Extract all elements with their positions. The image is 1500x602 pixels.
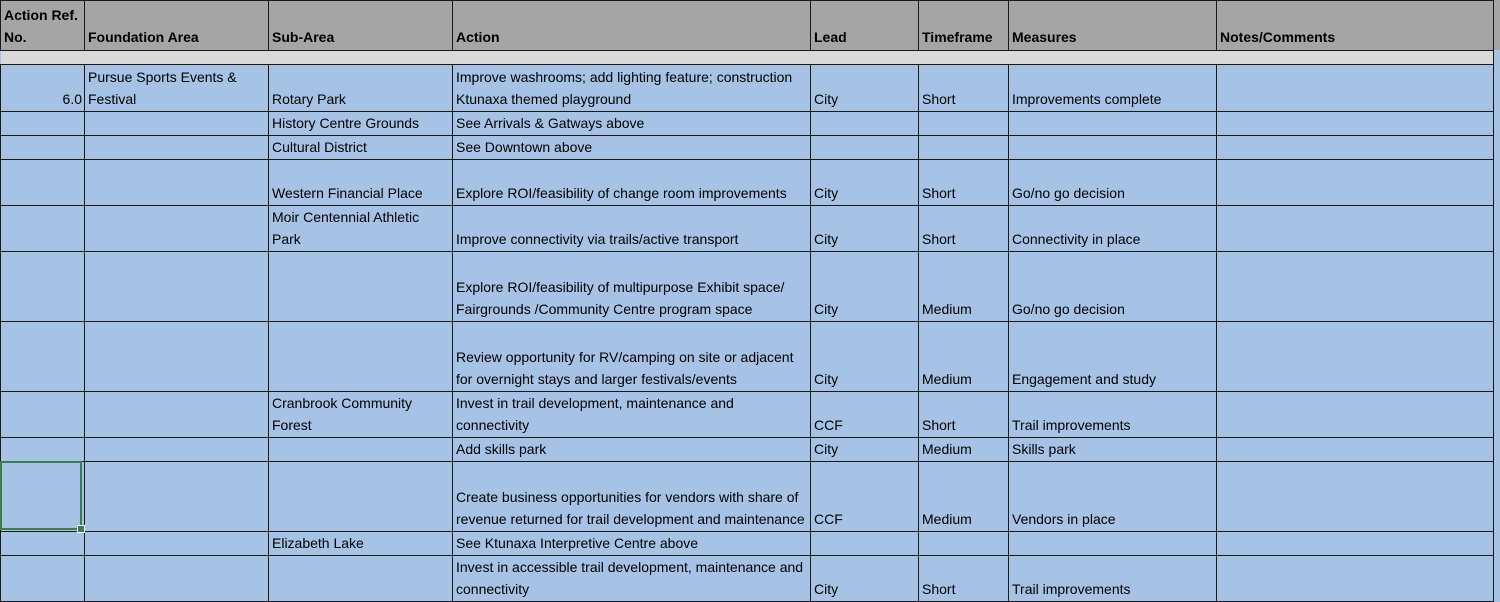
cell-subarea[interactable] (269, 438, 453, 462)
cell-measures[interactable] (1009, 532, 1217, 556)
header-action[interactable]: Action (453, 1, 811, 51)
table-row (1, 160, 1494, 206)
cell-timeframe[interactable]: Medium (919, 252, 1009, 322)
fill-handle[interactable] (77, 525, 85, 533)
cell-measures[interactable]: Improvements complete (1009, 65, 1217, 112)
cell-notes[interactable] (1217, 392, 1494, 438)
cell-measures[interactable]: Go/no go decision (1009, 252, 1217, 322)
cell-lead[interactable]: City (811, 556, 919, 602)
cell-ref[interactable] (1, 160, 85, 206)
cell-action[interactable]: See Arrivals & Gatways above (453, 112, 811, 136)
cell-action[interactable]: Review opportunity for RV/camping on site or adjacent for overnight stays and larger festivals/events (453, 322, 811, 392)
cell-measures[interactable]: Trail improvements (1009, 392, 1217, 438)
cell-notes[interactable] (1217, 65, 1494, 112)
cell-subarea[interactable]: Cranbrook Community Forest (269, 392, 453, 438)
cell-foundation[interactable] (85, 462, 269, 532)
cell-notes[interactable] (1217, 136, 1494, 160)
cell-ref[interactable] (1, 532, 85, 556)
header-lead[interactable]: Lead (811, 1, 919, 51)
cell-measures[interactable] (1009, 112, 1217, 136)
cell-action[interactable]: See Ktunaxa Interpretive Centre above (453, 532, 811, 556)
header-measures[interactable]: Measures (1009, 1, 1217, 51)
cell-action[interactable]: Explore ROI/feasibility of change room improvements (453, 160, 811, 206)
cell-notes[interactable] (1217, 532, 1494, 556)
cell-ref[interactable] (1, 322, 85, 392)
cell-ref[interactable]: 6.0 (1, 65, 85, 112)
cell-foundation[interactable] (85, 532, 269, 556)
cell-subarea[interactable] (269, 556, 453, 602)
cell-measures[interactable]: Engagement and study (1009, 322, 1217, 392)
cell-subarea[interactable]: Elizabeth Lake (269, 532, 453, 556)
cell-foundation[interactable] (85, 112, 269, 136)
cell-lead[interactable] (811, 112, 919, 136)
cell-timeframe[interactable]: Short (919, 206, 1009, 252)
cell-timeframe[interactable]: Medium (919, 322, 1009, 392)
cell-notes[interactable] (1217, 322, 1494, 392)
cell-lead[interactable]: City (811, 65, 919, 112)
cell-action[interactable]: Explore ROI/feasibility of multipurpose Exhibit space/ Fairgrounds /Community Centre program space (453, 252, 811, 322)
cell-timeframe[interactable]: Medium (919, 438, 1009, 462)
cell-timeframe[interactable]: Short (919, 65, 1009, 112)
cell-ref[interactable] (1, 112, 85, 136)
cell-lead[interactable]: CCF (811, 392, 919, 438)
cell-lead[interactable]: City (811, 206, 919, 252)
cell-subarea[interactable]: Moir Centennial Athletic Park (269, 206, 453, 252)
separator-row (1, 51, 1494, 65)
cell-action[interactable]: Improve connectivity via trails/active transport (453, 206, 811, 252)
cell-foundation[interactable] (85, 160, 269, 206)
cell-measures[interactable]: Skills park (1009, 438, 1217, 462)
header-notes[interactable]: Notes/Comments (1217, 1, 1494, 51)
cell-action[interactable]: Invest in accessible trail development, maintenance and connectivity (453, 556, 811, 602)
cell-lead[interactable]: CCF (811, 462, 919, 532)
cell-timeframe[interactable]: Short (919, 160, 1009, 206)
cell-subarea[interactable]: Cultural District (269, 136, 453, 160)
cell-subarea[interactable] (269, 462, 453, 532)
cell-ref[interactable] (1, 392, 85, 438)
cell-ref[interactable] (1, 438, 85, 462)
cell-lead[interactable]: City (811, 322, 919, 392)
cell-subarea[interactable]: Rotary Park (269, 65, 453, 112)
header-timeframe[interactable]: Timeframe (919, 1, 1009, 51)
cell-timeframe[interactable] (919, 112, 1009, 136)
cell-action[interactable]: Improve washrooms; add lighting feature; construction Ktunaxa themed playground (453, 65, 811, 112)
header-ref[interactable]: Action Ref. No. (1, 1, 85, 51)
cell-timeframe[interactable] (919, 532, 1009, 556)
cell-foundation[interactable] (85, 252, 269, 322)
table-row (1, 206, 1494, 252)
table-row (1, 112, 1494, 136)
cell-ref[interactable] (1, 556, 85, 602)
separator-cell (1, 51, 1494, 65)
table-row (1, 462, 1494, 532)
cell-action[interactable]: Create business opportunities for vendors with share of revenue returned for trail development and maintenance (453, 462, 811, 532)
cell-notes[interactable] (1217, 462, 1494, 532)
header-row (1, 1, 1494, 51)
cell-foundation[interactable] (85, 438, 269, 462)
next-column-strip[interactable] (1493, 0, 1500, 602)
cell-subarea[interactable]: History Centre Grounds (269, 112, 453, 136)
table-row (1, 322, 1494, 392)
cell-ref[interactable] (1, 252, 85, 322)
cell-timeframe[interactable]: Short (919, 392, 1009, 438)
cell-action[interactable]: See Downtown above (453, 136, 811, 160)
cell-timeframe[interactable]: Medium (919, 462, 1009, 532)
cell-action[interactable]: Invest in trail development, maintenance and connectivity (453, 392, 811, 438)
cell-ref[interactable] (1, 206, 85, 252)
cell-lead[interactable]: City (811, 438, 919, 462)
next-column-header[interactable] (1494, 0, 1500, 50)
cell-measures[interactable]: Connectivity in place (1009, 206, 1217, 252)
cell-subarea[interactable] (269, 322, 453, 392)
cell-notes[interactable] (1217, 438, 1494, 462)
cell-ref[interactable] (1, 136, 85, 160)
cell-measures[interactable]: Trail improvements (1009, 556, 1217, 602)
cell-action[interactable]: Add skills park (453, 438, 811, 462)
cell-notes[interactable] (1217, 112, 1494, 136)
cell-foundation[interactable] (85, 136, 269, 160)
cell-lead[interactable]: City (811, 160, 919, 206)
header-foundation[interactable]: Foundation Area (85, 1, 269, 51)
cell-measures[interactable]: Vendors in place (1009, 462, 1217, 532)
cell-timeframe[interactable]: Short (919, 556, 1009, 602)
cell-subarea[interactable]: Western Financial Place (269, 160, 453, 206)
table-row (1, 136, 1494, 160)
cell-notes[interactable] (1217, 556, 1494, 602)
cell-lead[interactable]: City (811, 252, 919, 322)
table-row (1, 392, 1494, 438)
cell-measures[interactable] (1009, 136, 1217, 160)
table-row (1, 65, 1494, 112)
cell-foundation[interactable] (85, 556, 269, 602)
cell-notes[interactable] (1217, 160, 1494, 206)
header-subarea[interactable]: Sub-Area (269, 1, 453, 51)
cell-foundation[interactable] (85, 322, 269, 392)
selected-cell-outline[interactable] (0, 461, 82, 530)
cell-foundation[interactable]: Pursue Sports Events & Festival (85, 65, 269, 112)
cell-measures[interactable]: Go/no go decision (1009, 160, 1217, 206)
cell-notes[interactable] (1217, 206, 1494, 252)
cell-notes[interactable] (1217, 252, 1494, 322)
table-row (1, 532, 1494, 556)
cell-lead[interactable] (811, 136, 919, 160)
table-row (1, 252, 1494, 322)
cell-foundation[interactable] (85, 206, 269, 252)
table-row (1, 438, 1494, 462)
cell-lead[interactable] (811, 532, 919, 556)
cell-subarea[interactable] (269, 252, 453, 322)
table-row (1, 556, 1494, 602)
cell-foundation[interactable] (85, 392, 269, 438)
cell-timeframe[interactable] (919, 136, 1009, 160)
